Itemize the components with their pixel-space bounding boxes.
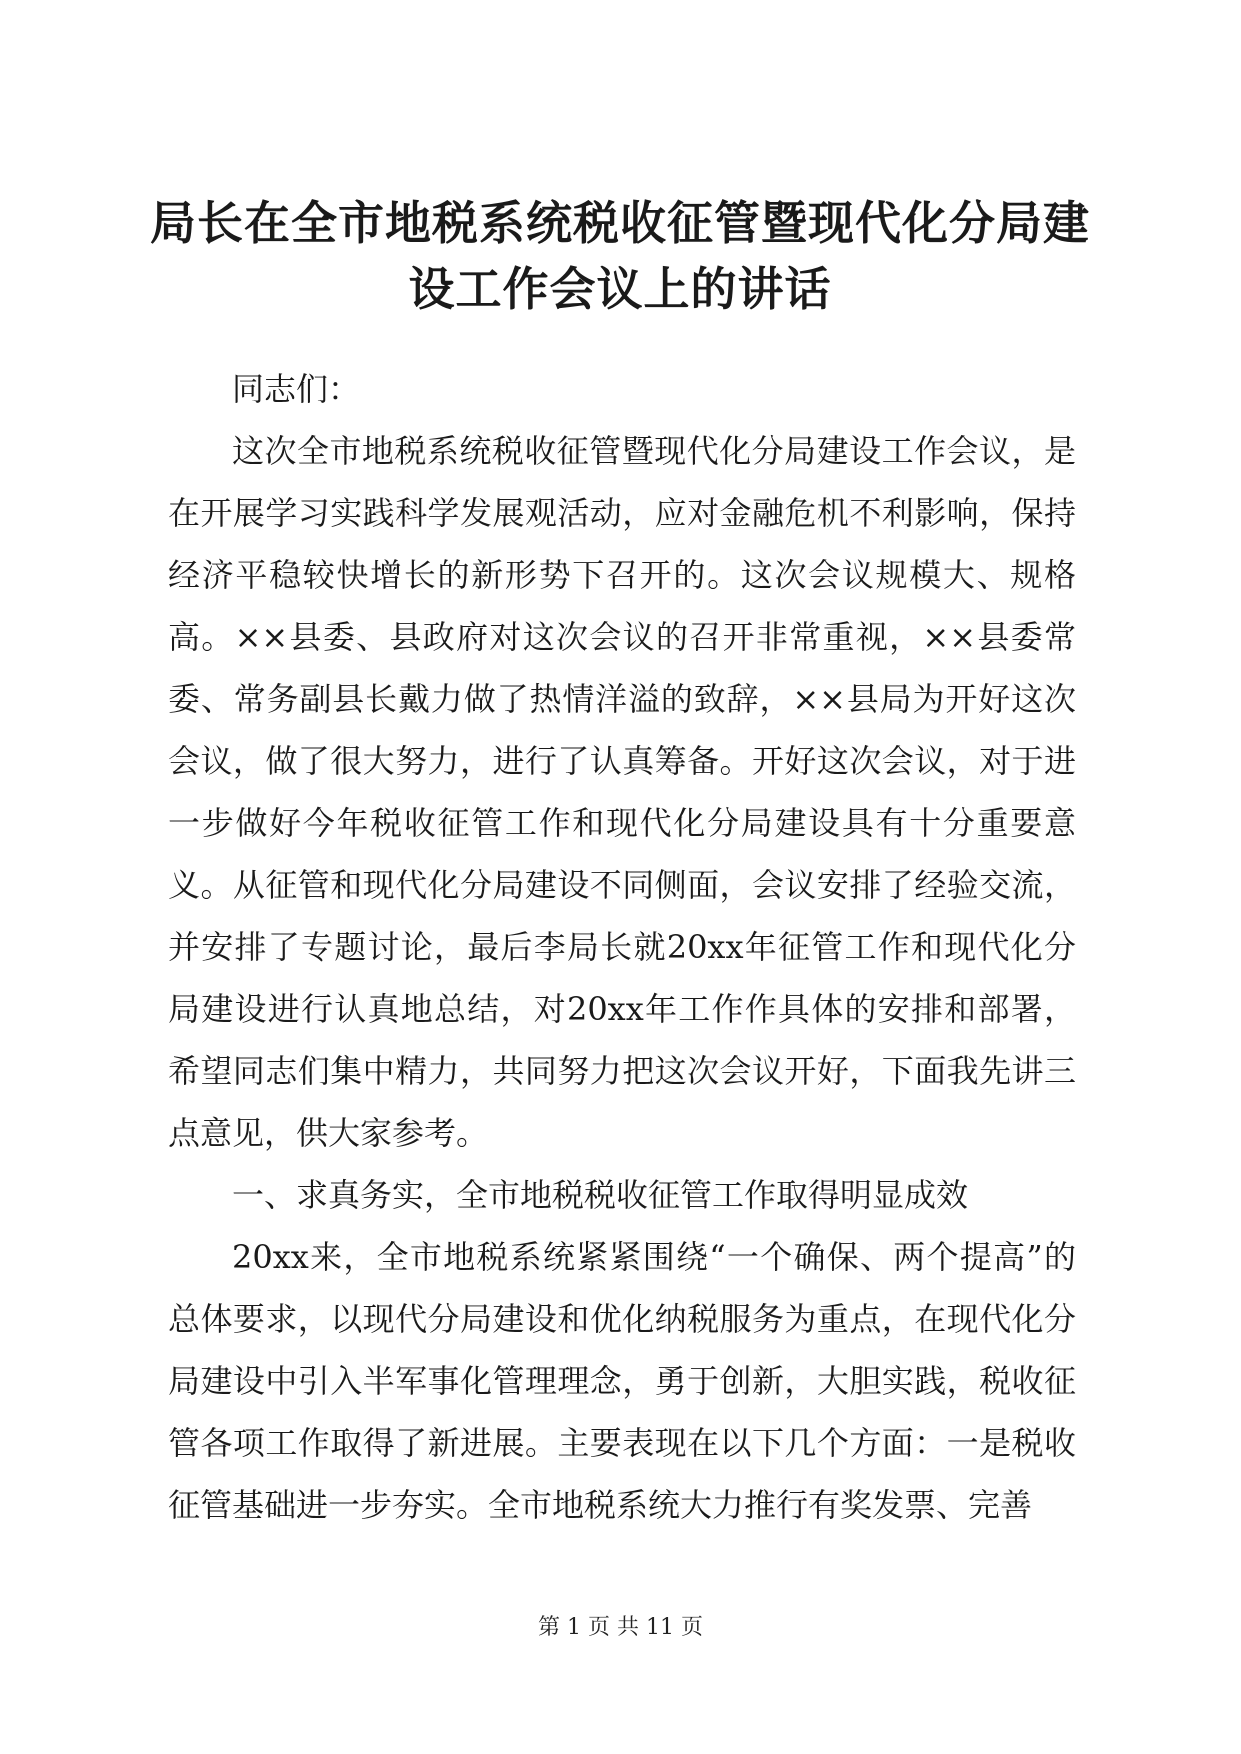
paragraph-section-1: 20xx来，全市地税系统紧紧围绕“一个确保、两个提高”的总体要求，以现代分局建设和优化纳税服务为重点，在现代化分局建设中引入半军事化管理理念，勇于创新，大胆实践，税收征管各项工作取得了新进展。主要表现在以下几个方面：一是税收征管基础进一步夯实。全市地税系统大力推行有奖发票、完善 xyxy=(168,1238,1076,1524)
section-heading-1: 一、求真务实，全市地税税收征管工作取得明显成效 xyxy=(232,1176,969,1214)
paragraph-intro: 这次全市地税系统税收征管暨现代化分局建设工作会议，是在开展学习实践科学发展观活动，应对金融危机不利影响，保持经济平稳较快增长的新形势下召开的。这次会议规模大、规格高。××县委、县政府对这次会议的召开非常重视，××县委常委、常务副县长戴力做了热情洋溢的致辞，××县局为开好这次会议，做了很大努力，进行了认真筹备。开好这次会议，对于进一步做好今年税收征管工作和现代化分局建设具有十分重要意义。从征管和现代化分局建设不同侧面，会议安排了经验交流，并安排了专题讨论，最后李局长就20xx年征管工作和现代化分局建设进行认真地总结，对20xx年工作作具体的安排和部署，希望同志们集中精力，共同努力把这次会议开好，下面我先讲三点意见，供大家参考。 xyxy=(168,432,1076,1152)
salutation: 同志们： xyxy=(232,370,361,408)
document-body xyxy=(168,358,1076,1536)
page-footer: 第 1 页 共 11 页 xyxy=(538,1615,703,1640)
document-title: 局长在全市地税系统税收征管暨现代化分局建设工作会议上的讲话 xyxy=(150,196,1090,316)
